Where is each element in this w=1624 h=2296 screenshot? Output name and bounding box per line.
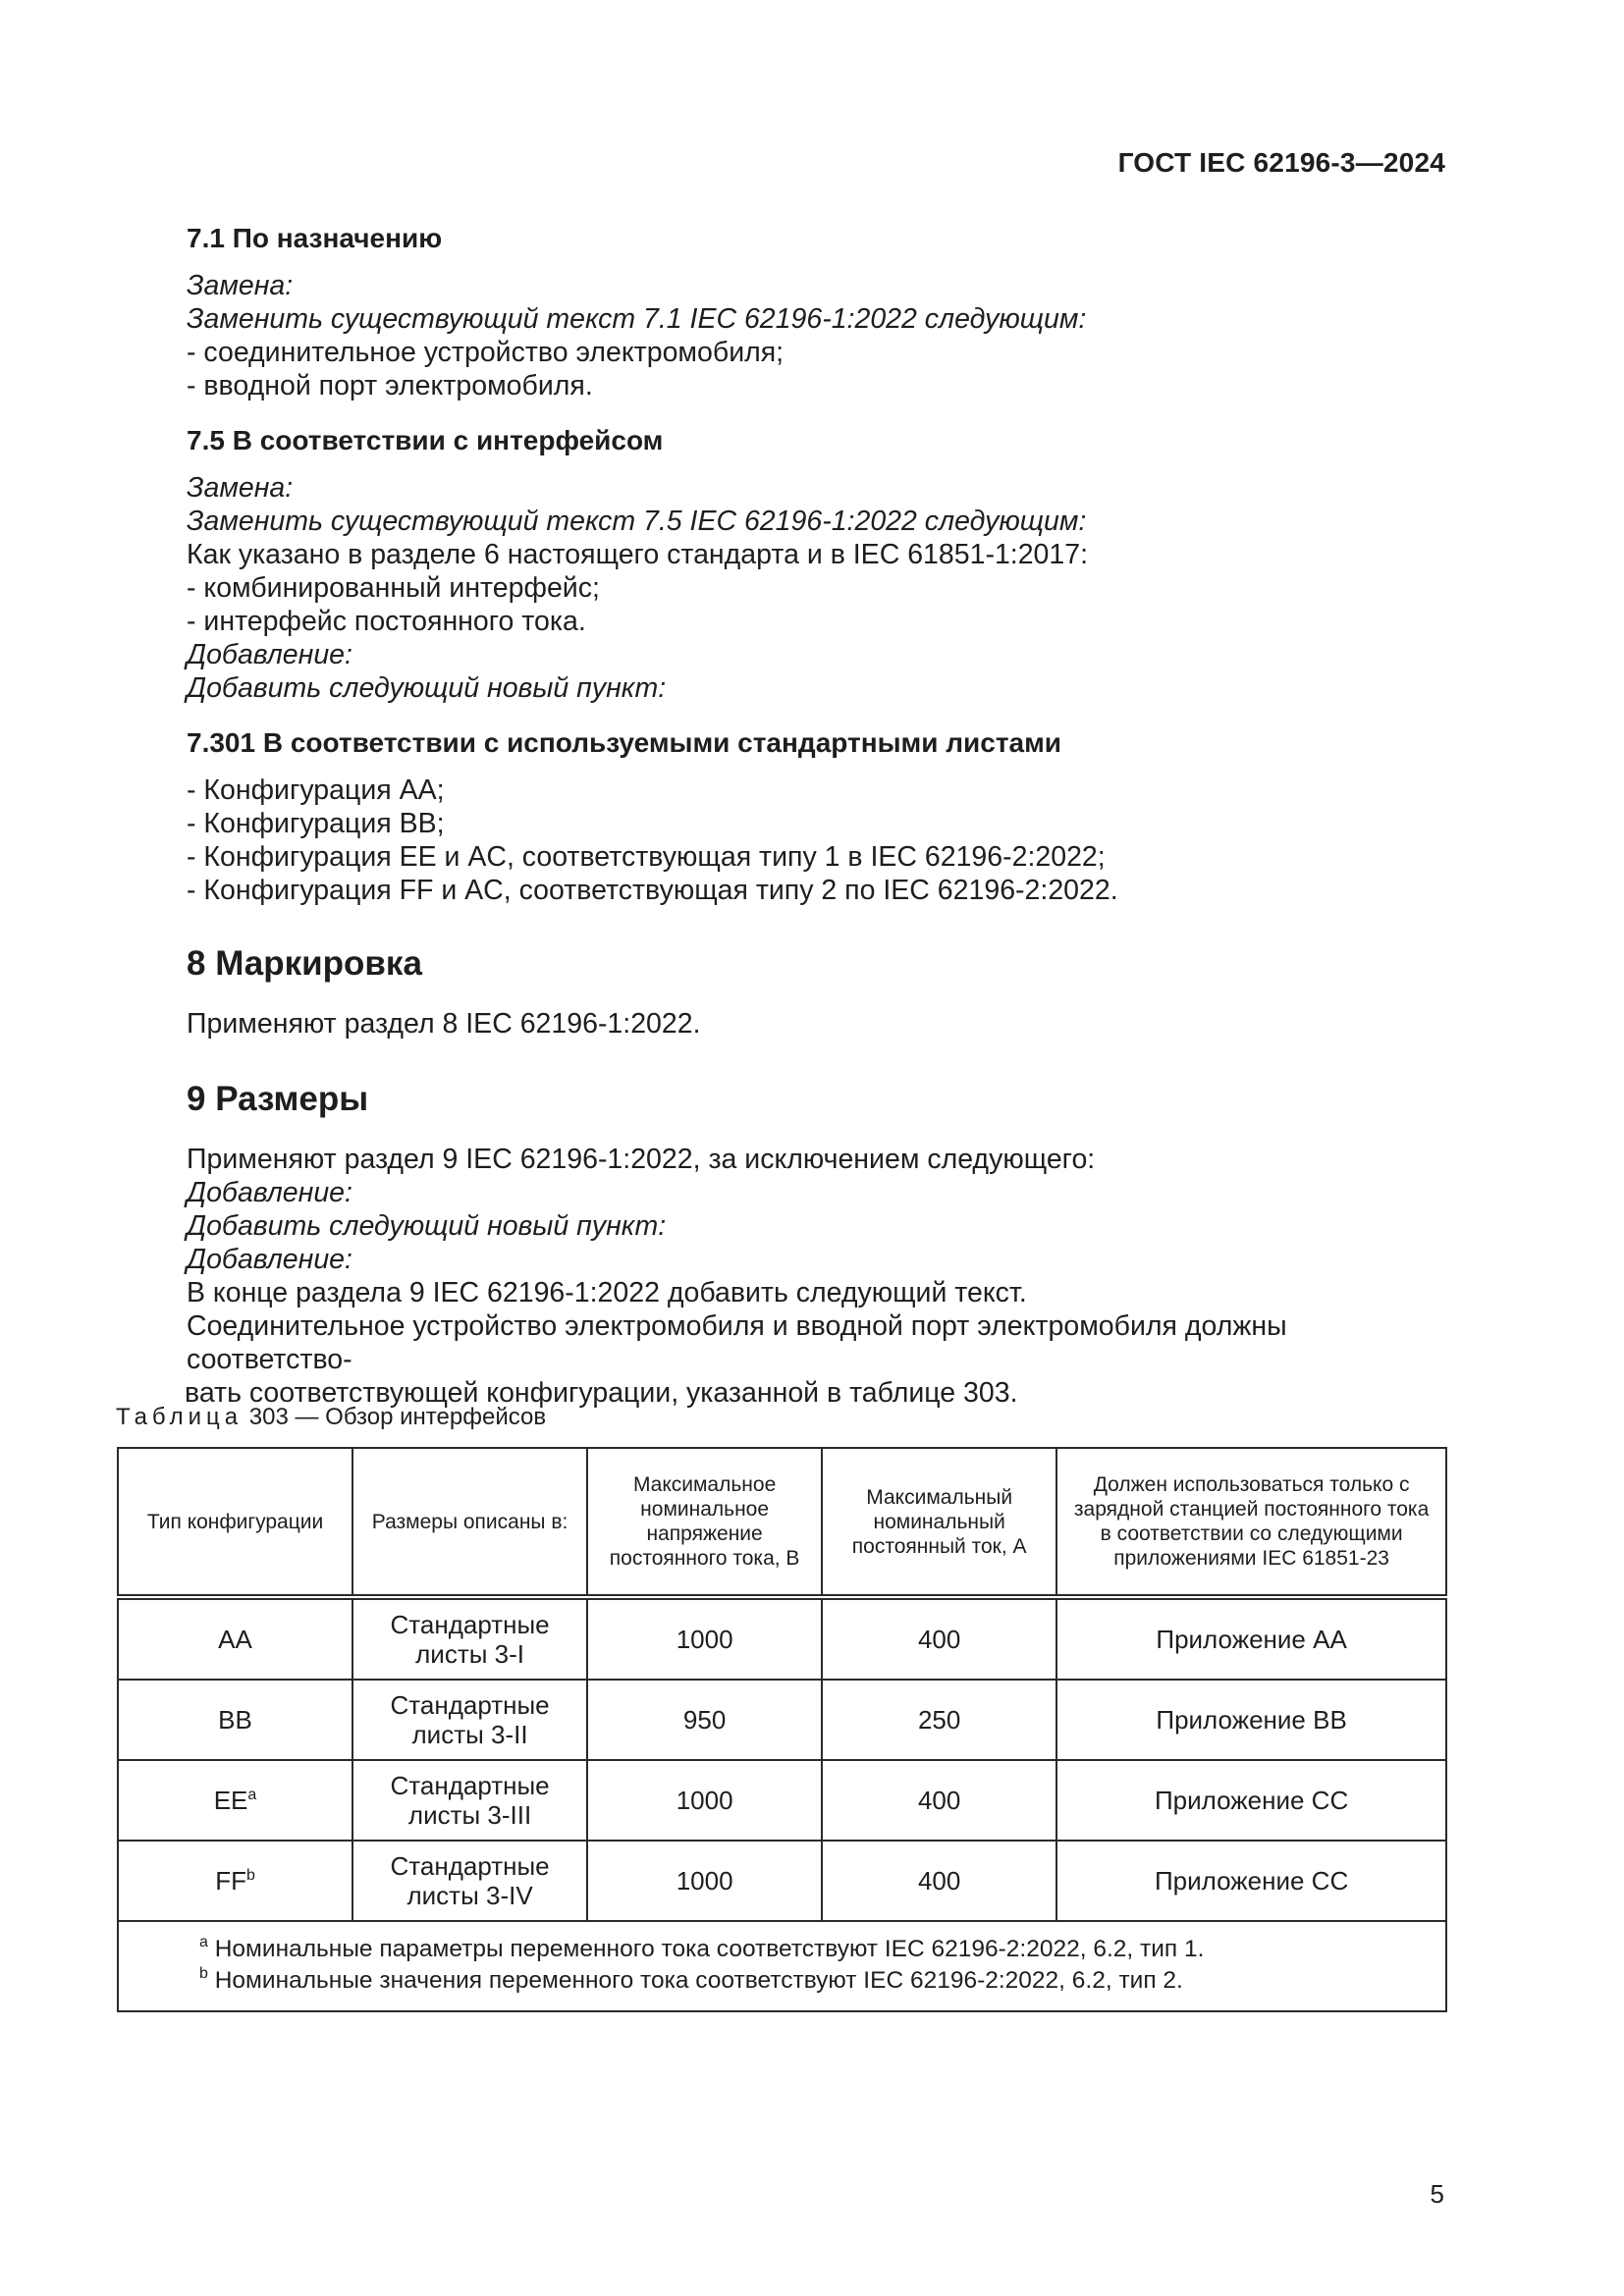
table-footnote: $^a$ Номинальные параметры переменного тока соответствуют IEC 62196-2:2022, 6.2, тип 1. xyxy=(199,1934,1205,1962)
list-item: - Конфигурация EE и AC, соответствующая типу 1 в IEC 62196-2:2022; xyxy=(187,841,1106,873)
amendment-label: Добавление: xyxy=(187,1244,352,1275)
table-footnote: $^b$ Номинальные значения переменного тока соответствуют IEC 62196-2:2022, 6.2, тип 2. xyxy=(199,1965,1183,1994)
amendment-instruction: Заменить существующий текст 7.1 IEC 62196-1:2022 следующим: xyxy=(187,303,1087,335)
section-title-7-301: 7.301 В соответствии с используемыми стандартными листами xyxy=(187,727,1062,758)
current-cell: 250 xyxy=(822,1680,1056,1760)
list-item: - интерфейс постоянного тока. xyxy=(187,606,586,637)
paragraph: В конце раздела 9 IEC 62196-1:2022 добавить следующий текст. xyxy=(187,1277,1027,1308)
page-number: 5 xyxy=(1430,2179,1444,2209)
amendment-instruction: Добавить следующий новый пункт: xyxy=(187,672,667,704)
table-row xyxy=(118,1841,1446,1921)
list-item: - Конфигурация BB; xyxy=(187,808,445,839)
column-header: Тип конфигурации xyxy=(118,1448,352,1597)
section-title-7-5: 7.5 В соответствии с интерфейсом xyxy=(187,425,664,455)
sheets-cell: Стандартные листы 3-III xyxy=(352,1760,587,1841)
table-header-row xyxy=(118,1448,1446,1597)
footnote-mark: a xyxy=(247,1787,257,1803)
amendment-label: Добавление: xyxy=(187,1177,352,1208)
sheets-cell: Стандартные листы 3-II xyxy=(352,1680,587,1760)
current-cell: 400 xyxy=(822,1597,1056,1680)
amendment-label: Добавление: xyxy=(187,639,352,670)
paragraph: Как указано в разделе 6 настоящего стандарта и в IEC 61851-1:2017: xyxy=(187,539,1089,570)
column-header: Размеры описаны в: xyxy=(352,1448,587,1597)
table-row xyxy=(118,1597,1446,1680)
config-type-cell: $FF^b$ xyxy=(118,1841,352,1921)
section-title-8: 8 Маркировка xyxy=(187,944,422,983)
voltage-cell: 1000 xyxy=(587,1760,822,1841)
config-type-cell: AA xyxy=(118,1597,352,1680)
column-header: Максимальное номинальное напряжение постоянного тока, В xyxy=(587,1448,822,1597)
current-cell: 400 xyxy=(822,1760,1056,1841)
annex-cell: Приложение CC xyxy=(1056,1841,1446,1921)
paragraph: Применяют раздел 8 IEC 62196-1:2022. xyxy=(187,1008,701,1040)
config-type-cell: BB xyxy=(118,1680,352,1760)
voltage-cell: 1000 xyxy=(587,1597,822,1680)
voltage-cell: 1000 xyxy=(587,1841,822,1921)
paragraph: Применяют раздел 9 IEC 62196-1:2022, за исключением следующего: xyxy=(187,1144,1096,1175)
config-type-cell: $EE^a$ xyxy=(118,1760,352,1841)
table-caption-text: 303 — Обзор интерфейсов xyxy=(248,1404,547,1430)
list-item: - Конфигурация FF и AC, соответствующая типу 2 по IEC 62196-2:2022. xyxy=(187,875,1118,906)
amendment-instruction: Добавить следующий новый пункт: xyxy=(187,1210,667,1242)
annex-cell: Приложение BB xyxy=(1056,1680,1446,1760)
annex-cell: Приложение AA xyxy=(1056,1597,1446,1680)
section-title-9: 9 Размеры xyxy=(187,1080,369,1118)
list-item: - соединительное устройство электромобиля; xyxy=(187,337,785,368)
column-header: Должен использоваться только с зарядной станцией постоянного тока в соответствии со следующими приложениями IEC 61851-23 xyxy=(1056,1448,1446,1597)
list-item: - Конфигурация AA; xyxy=(187,774,445,806)
amendment-label: Замена: xyxy=(187,270,294,301)
main-content xyxy=(187,222,1445,1410)
sheets-cell: Стандартные листы 3-IV xyxy=(352,1841,587,1921)
paragraph: Соединительное устройство электромобиля и вводной порт электромобиля должны соответство- xyxy=(187,1310,1287,1375)
list-item: - вводной порт электромобиля. xyxy=(187,370,593,401)
paragraph: вать соответствующей конфигурации, указанной в таблице 303. xyxy=(185,1377,1018,1409)
interfaces-table xyxy=(117,1447,1447,2012)
table-footnotes-row xyxy=(118,1921,1446,2011)
list-item: - комбинированный интерфейс; xyxy=(187,572,600,604)
annex-cell: Приложение CC xyxy=(1056,1760,1446,1841)
table-row xyxy=(118,1680,1446,1760)
column-header: Максимальный номинальный постоянный ток, А xyxy=(822,1448,1056,1597)
section-title-7-1: 7.1 По назначению xyxy=(187,223,443,253)
table-caption xyxy=(116,1404,546,1431)
table-row xyxy=(118,1760,1446,1841)
amendment-instruction: Заменить существующий текст 7.5 IEC 62196-1:2022 следующим: xyxy=(187,506,1087,537)
amendment-label: Замена: xyxy=(187,472,294,504)
footnote-mark: b xyxy=(245,1867,255,1884)
table-footnotes xyxy=(118,1921,1446,2011)
table-caption-label: Таблица xyxy=(116,1404,244,1430)
voltage-cell: 950 xyxy=(587,1680,822,1760)
current-cell: 400 xyxy=(822,1841,1056,1921)
document-header-id: ГОСТ IEC 62196-3—2024 xyxy=(1117,147,1445,178)
sheets-cell: Стандартные листы 3-I xyxy=(352,1597,587,1680)
